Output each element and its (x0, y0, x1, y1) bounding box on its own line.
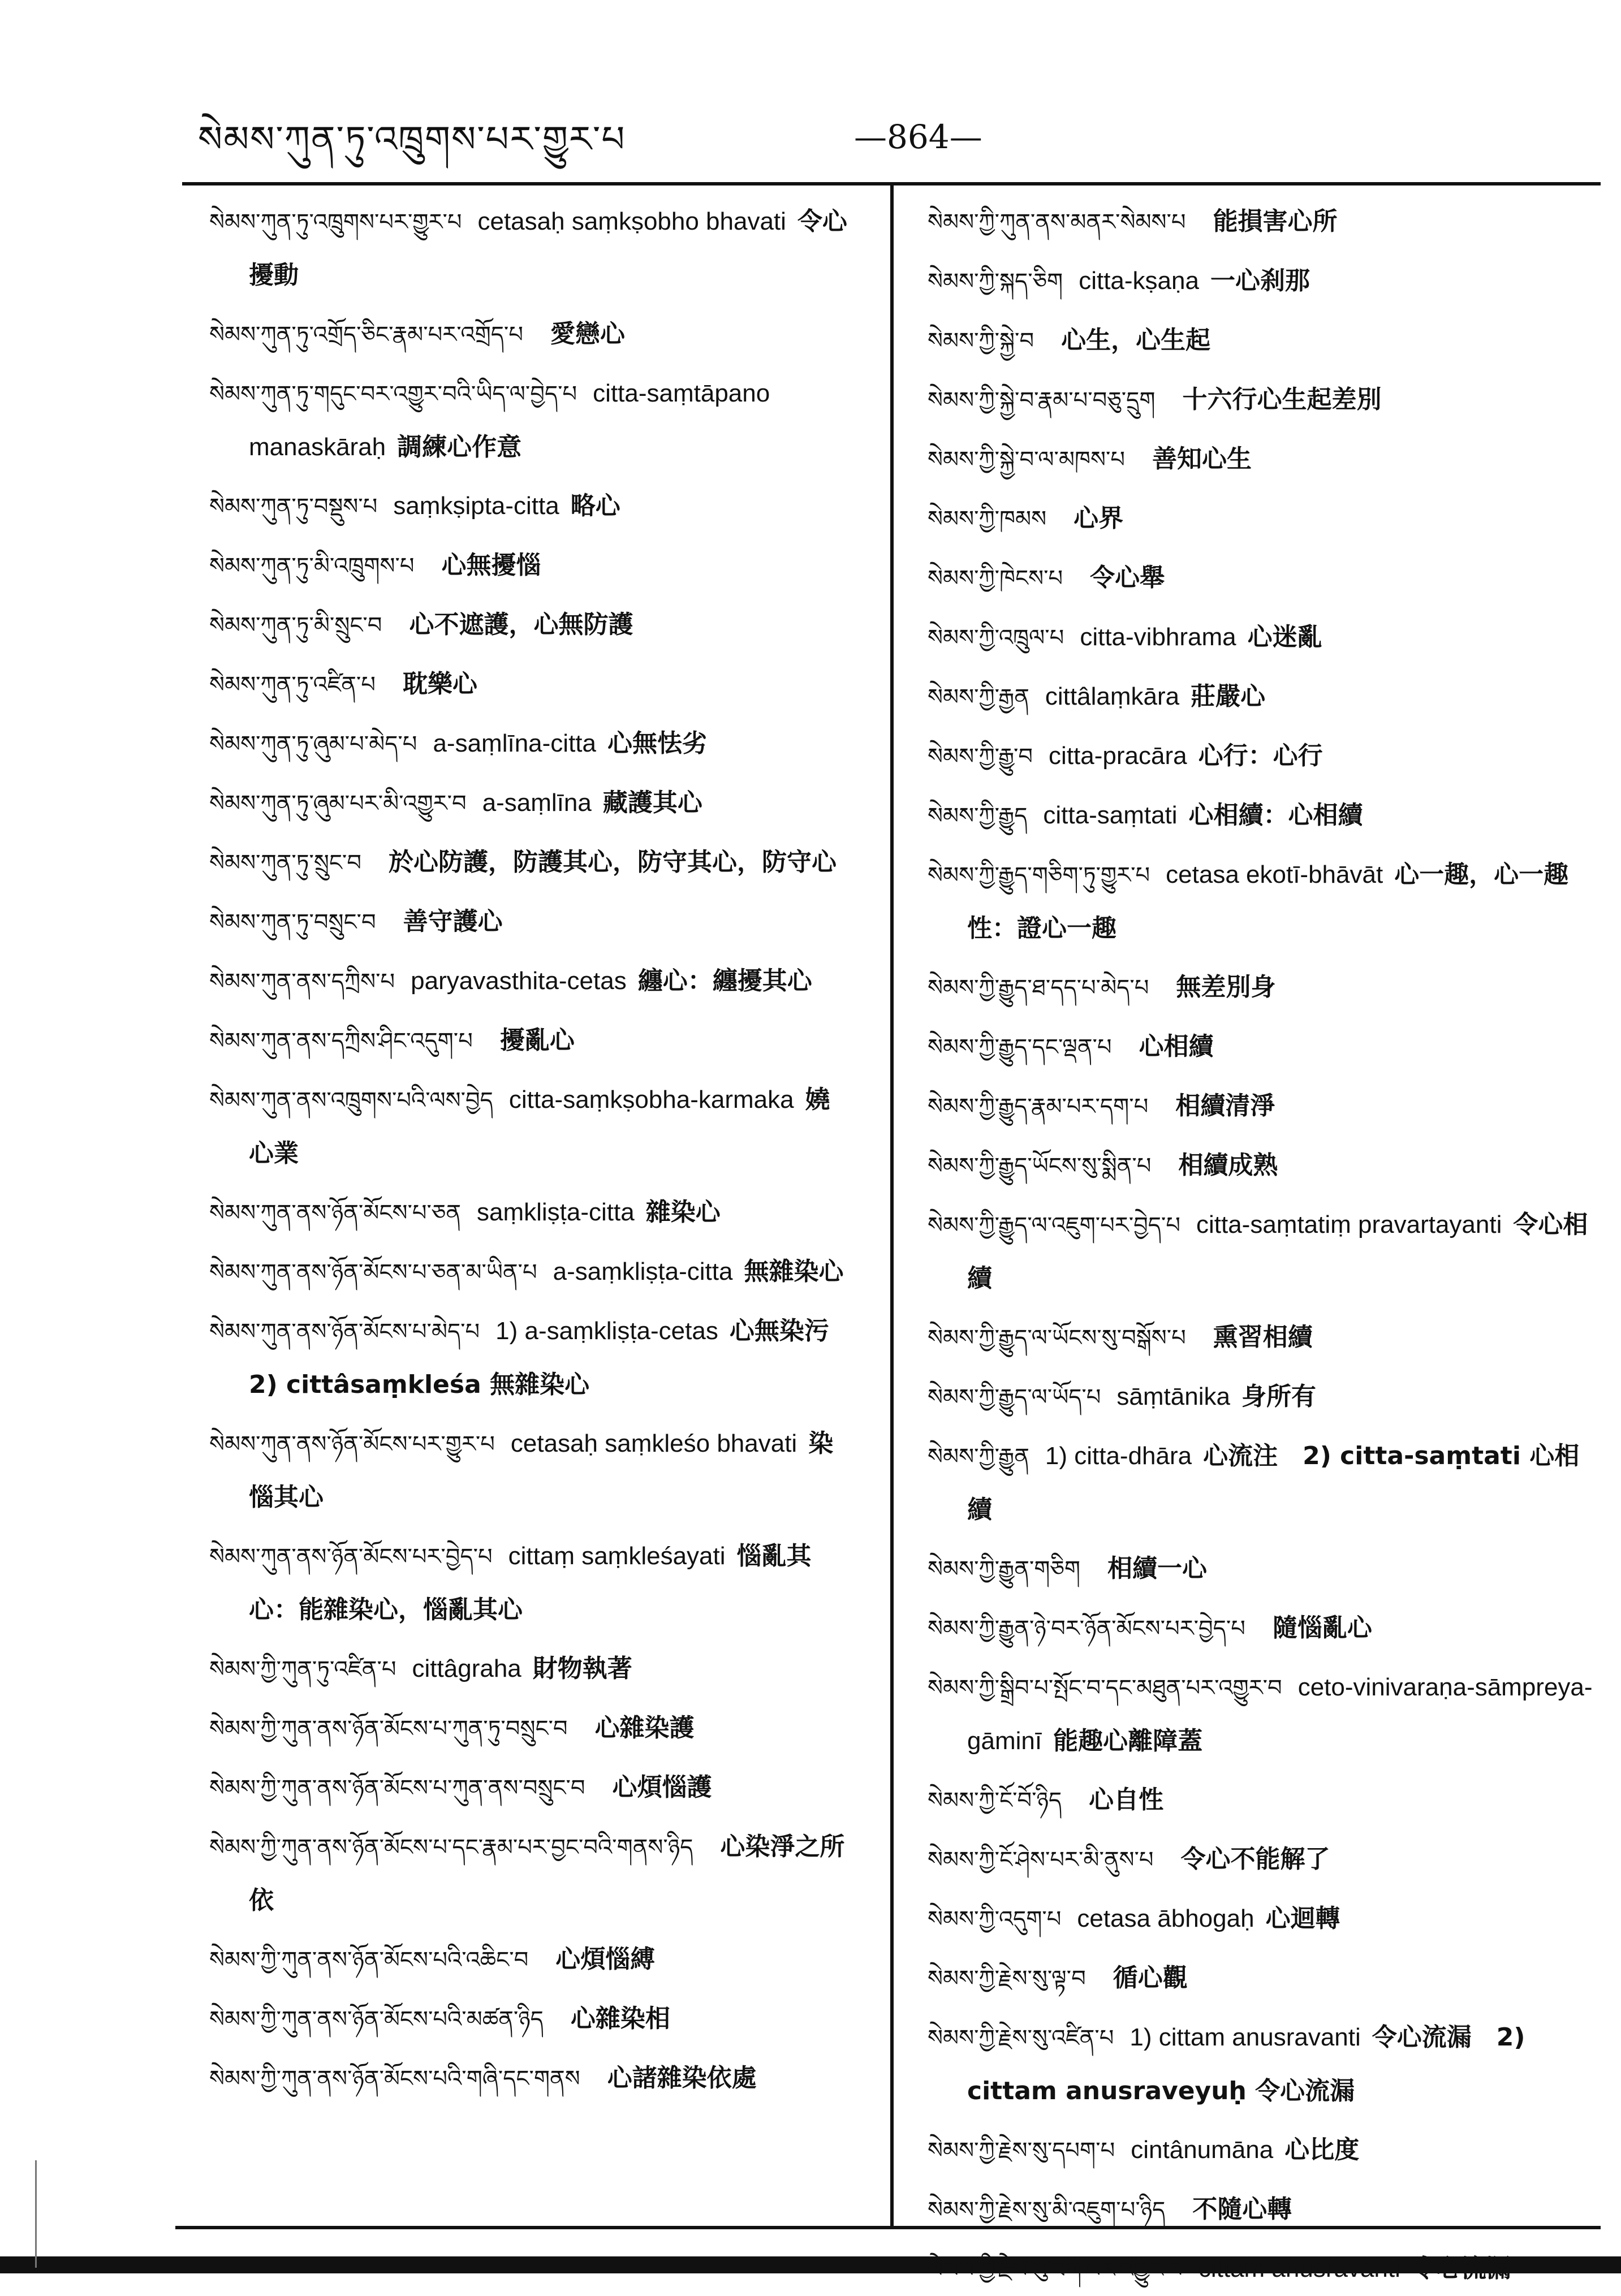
dictionary-entry (928, 611, 1595, 664)
chinese-gloss: 心相續 (1139, 1032, 1214, 1061)
chinese-gloss: 無雜染心 (744, 1257, 844, 1286)
sanskrit-equivalent: saṃkliṣṭa-citta (477, 1198, 635, 1226)
dictionary-entry (928, 1430, 1595, 1537)
sanskrit-equivalent: citta-vibhrama (1080, 623, 1236, 651)
chinese-gloss: 心雜染護 (594, 1714, 695, 1742)
sanskrit-equivalent: cittaṃ saṃkleśayati (508, 1542, 726, 1570)
chinese-gloss: 心不遮護，心無防護 (409, 610, 633, 639)
sanskrit-equivalent: saṃkṣipta-citta (393, 492, 559, 520)
dictionary-entry (209, 539, 854, 593)
tibetan-headword: སེམས་ཀྱི་ཀུན་ཏུ་འཛིན་པ (209, 1656, 396, 1682)
chinese-gloss: 善知心生 (1152, 444, 1252, 473)
sanskrit-equivalent: cintânumāna (1131, 2136, 1274, 2164)
chinese-gloss: 能趣心離障蓋 (1053, 1727, 1203, 1755)
sanskrit-equivalent: citta-saṃkṣobha-karmaka (508, 1086, 794, 1114)
chinese-gloss: 十六行心生起差別 (1182, 385, 1382, 414)
dictionary-entry (928, 314, 1595, 368)
tibetan-headword: སེམས་ཀྱི་སྐྱེ་བ་རྣམ་པ་བཅུ་དྲུག (928, 387, 1156, 413)
tibetan-headword: སེམས་ཀྱི་ཀུན་ནས་ཉོན་མོངས་པའི་མཚན་ཉིད (209, 2006, 544, 2032)
chinese-gloss: 無差別身 (1176, 973, 1276, 1002)
tibetan-headword: སེམས་ཀྱི་རྒྱུན་གཅིག (928, 1556, 1081, 1582)
dictionary-entry (928, 1370, 1595, 1424)
chinese-gloss: 心煩惱縛 (555, 1945, 656, 1974)
dictionary-entry (209, 1530, 854, 1637)
dictionary-entry (209, 1305, 854, 1412)
dictionary-entry (928, 961, 1595, 1015)
dictionary-entry (209, 480, 854, 533)
sanskrit-equivalent: citta-kṣaṇa (1079, 267, 1199, 295)
dictionary-entry (209, 1992, 854, 2046)
tibetan-headword: སེམས་ཀུན་ནས་འཁྲུགས་པའི་ལས་བྱེད (209, 1087, 493, 1114)
tibetan-headword: སེམས་ཀྱི་རྒྱུན་ཉེ་བར་ཉོན་མོངས་པར་བྱེད་པ (928, 1616, 1245, 1642)
chinese-gloss: 循心觀 (1113, 1963, 1188, 1992)
tibetan-headword: སེམས་ཀུན་ནས་ཉོན་མོངས་པ་མེད་པ (209, 1319, 480, 1345)
sanskrit-equivalent: cetasa ābhogaḥ (1077, 1905, 1254, 1932)
sanskrit-equivalent: citta-saṃtati (1043, 801, 1178, 829)
sanskrit-equivalent: a-saṃlīna-citta (433, 730, 596, 757)
dictionary-entry (928, 789, 1595, 843)
chinese-gloss: 令心流漏 2) cittam anusraveyuḥ 令心流漏 (967, 2023, 1525, 2105)
dictionary-entry (209, 1761, 854, 1815)
chinese-gloss: 調練心作意 (397, 433, 522, 461)
chinese-gloss: 心迴轉 (1265, 1904, 1340, 1933)
dictionary-entry (928, 1773, 1595, 1827)
running-head: སེམས་ཀུན་ཏུ་འཁྲུགས་པར་གྱུར་པ (198, 119, 626, 161)
sanskrit-equivalent: citta-saṃtāpano manaskāraḥ (249, 379, 770, 461)
dictionary-entry (928, 1892, 1595, 1946)
chinese-gloss: 隨惱亂心 (1272, 1613, 1372, 1642)
chinese-gloss: 染惱其心 (249, 1429, 834, 1512)
sanskrit-equivalent: paryavasthita-cetas (411, 967, 627, 995)
chinese-gloss: 心一趣，心一趣性：證心一趣 (967, 860, 1569, 943)
column-divider (890, 184, 894, 2226)
chinese-gloss: 藏護其心 (602, 788, 702, 817)
tibetan-headword: སེམས་ཀུན་ཏུ་གདུང་བར་འགྱུར་བའི་ཡིད་ལ་བྱེད་པ (209, 381, 577, 407)
dictionary-entry (928, 1020, 1595, 1074)
sanskrit-equivalent: citta-pracāra (1049, 742, 1187, 770)
sanskrit-equivalent: cittâgraha (412, 1655, 521, 1682)
chinese-gloss: 心諸雜染依處 (607, 2064, 757, 2092)
dictionary-entry (209, 1702, 854, 1755)
chinese-gloss: 相續成熟 (1178, 1151, 1278, 1180)
dictionary-entry (928, 195, 1595, 249)
chinese-gloss: 相續清淨 (1175, 1091, 1275, 1120)
right-column (928, 195, 1595, 2296)
dictionary-entry (209, 1186, 854, 1240)
dictionary-entry (928, 2011, 1595, 2118)
chinese-gloss: 相續一心 (1107, 1554, 1208, 1583)
dictionary-entry (209, 1417, 854, 1524)
dictionary-entry (209, 308, 854, 361)
dictionary-entry (928, 254, 1595, 308)
sanskrit-equivalent: cetasa ekotī-bhāvāt (1166, 861, 1383, 888)
tibetan-headword: སེམས་ཀུན་ནས་དཀྲིས་པ (209, 969, 395, 995)
tibetan-headword: སེམས་ཀྱི་རྒྱུ་བ (928, 744, 1033, 770)
tibetan-headword: སེམས་ཀུན་ཏུ་མི་འཁྲུགས་པ (209, 553, 415, 579)
dictionary-entry (209, 836, 854, 890)
dictionary-entry (209, 2052, 854, 2105)
tibetan-headword: སེམས་ཀྱི་སྐྱེ་བ (928, 328, 1034, 354)
dictionary-entry (928, 1602, 1595, 1655)
chinese-gloss: 能損害心所 (1213, 207, 1338, 236)
chinese-gloss: 耽樂心 (402, 670, 477, 698)
dictionary-entry (928, 1952, 1595, 2005)
chinese-gloss: 心迷亂 (1247, 623, 1322, 651)
tibetan-headword: སེམས་ཀུན་ཏུ་ཞུམ་པ་མེད་པ (209, 731, 417, 757)
page-number: —864— (854, 118, 982, 156)
tibetan-headword: སེམས་ཀྱི་སྒྲིབ་པ་སྤོང་བ་དང་མཐུན་པར་འགྱུར་བ (928, 1675, 1282, 1701)
chinese-gloss: 惱亂其心：能雜染心，惱亂其心 (249, 1542, 812, 1624)
chinese-gloss: 心無擾惱 (441, 551, 541, 580)
tibetan-headword: སེམས་ཀུན་ཏུ་ཞུམ་པར་མི་འགྱུར་བ (209, 791, 467, 817)
chinese-gloss: 身所有 (1241, 1382, 1316, 1411)
tibetan-headword: སེམས་ཀྱི་ཀུན་ནས་ཉོན་མོངས་པའི་འཆིང་བ (209, 1947, 529, 1973)
tibetan-headword: སེམས་ཀྱི་རྗེས་སུ་དཔག་པ (928, 2138, 1115, 2164)
dictionary-entry (928, 1198, 1595, 1305)
tibetan-headword: སེམས་ཀྱི་རྒྱུད་ལ་འཇུག་པར་བྱེད་པ (928, 1212, 1180, 1238)
chinese-gloss: 令心相續 (967, 1210, 1588, 1293)
dictionary-entry (209, 1073, 854, 1180)
tibetan-headword: སེམས་ཀྱི་འཁྲུལ་པ (928, 625, 1064, 651)
chinese-gloss: 愛戀心 (550, 320, 625, 348)
dictionary-entry (209, 1014, 854, 1068)
chinese-gloss: 善守護心 (403, 907, 503, 936)
margin-mark (35, 2160, 37, 2268)
chinese-gloss: 熏習相續 (1213, 1323, 1313, 1352)
sanskrit-equivalent: citta-saṃtatiṃ pravartayanti (1196, 1211, 1502, 1238)
chinese-gloss: 令心擾動 (249, 207, 847, 290)
dictionary-entry (928, 373, 1595, 427)
tibetan-headword: སེམས་ཀུན་ཏུ་བསྡུས་པ (209, 494, 378, 520)
sanskrit-equivalent: a-saṃkliṣṭa-citta (553, 1258, 733, 1285)
tibetan-headword: སེམས་ཀྱི་ཀུན་ནས་ཉོན་མོངས་པ་ཀུན་ནས་བསྲུང་བ (209, 1775, 585, 1801)
sanskrit-equivalent: 1) cittam anusravanti (1129, 2023, 1361, 2051)
tibetan-headword: སེམས་ཀུན་ཏུ་བསྲུང་བ (209, 909, 376, 935)
dictionary-entry (209, 717, 854, 771)
dictionary-entry (209, 1933, 854, 1987)
dictionary-entry (209, 776, 854, 830)
dictionary-entry (928, 2124, 1595, 2177)
tibetan-headword: སེམས་ཀྱི་ཀུན་ནས་ཉོན་མོངས་པ་དང་རྣམ་པར་བྱང་བའི་གནས་ཉིད (209, 1835, 693, 1861)
tibetan-headword: སེམས་ཀུན་ཏུ་སྲུང་བ (209, 850, 361, 876)
dictionary-entry (928, 1139, 1595, 1193)
dictionary-entry (928, 492, 1595, 546)
tibetan-headword: སེམས་ཀྱི་རྒྱུད་རྣམ་པར་དག་པ (928, 1094, 1149, 1120)
dictionary-entry (928, 730, 1595, 783)
chinese-gloss: 心染淨之所依 (249, 1832, 845, 1915)
tibetan-headword: སེམས་ཀུན་ཏུ་འཛིན་པ (209, 672, 376, 698)
dictionary-entry (928, 1661, 1595, 1768)
chinese-gloss: 心行：心行 (1198, 741, 1323, 770)
tibetan-headword: སེམས་ཀྱི་རྒྱུད (928, 803, 1028, 829)
chinese-gloss: 略心 (570, 491, 620, 520)
dictionary-entry (928, 1311, 1595, 1365)
tibetan-headword: སེམས་ཀུན་ཏུ་འཁྲུགས་པར་གྱུར་པ (209, 209, 462, 235)
chinese-gloss: 心比度 (1284, 2135, 1360, 2164)
sanskrit-equivalent: a-saṃlīna (482, 789, 592, 817)
sanskrit-equivalent: cittam anusravanti (1198, 2255, 1400, 2282)
tibetan-headword: སེམས་ཀུན་ནས་ཉོན་མོངས་པ་ཅན (209, 1200, 461, 1226)
dictionary-entry (209, 1245, 854, 1299)
tibetan-headword: སེམས་ཀྱི་ཀུན་ནས་ཉོན་མོངས་པའི་གཞི་དང་གནས (209, 2066, 580, 2092)
dictionary-entry (928, 551, 1595, 605)
chinese-gloss: 令心流漏 (1411, 2254, 1511, 2283)
tibetan-headword: སེམས་ཀྱི་རྒྱུད་གཅིག་ཏུ་གྱུར་པ (928, 862, 1150, 888)
tibetan-headword: སེམས་ཀྱི་རྒྱུད་ཐ་དད་པ་མེད་པ (928, 975, 1149, 1001)
tibetan-headword: སེམས་ཀྱི་ཁེངས་པ (928, 566, 1063, 592)
tibetan-headword: སེམས་ཀུན་ནས་ཉོན་མོངས་པར་བྱེད་པ (209, 1544, 493, 1570)
sanskrit-equivalent: 1) citta-dhāra (1045, 1442, 1192, 1470)
tibetan-headword: སེམས་ཀྱི་ཀུན་ནས་མནར་སེམས་པ (928, 209, 1186, 235)
dictionary-entry (928, 2183, 1595, 2237)
dictionary-entry (928, 848, 1595, 955)
chinese-gloss: 心煩惱護 (612, 1773, 712, 1802)
chinese-gloss: 心無染污 2) cittâsaṃkleśa 無雜染心 (249, 1317, 854, 1399)
dictionary-entry (928, 433, 1595, 486)
dictionary-entry (928, 1833, 1595, 1887)
tibetan-headword: སེམས་ཀྱི་ཀུན་ནས་ཉོན་མོངས་པ་ཀུན་ཏུ་བསྲུང་བ (209, 1716, 568, 1742)
tibetan-headword: སེམས་ཀྱི་རྗེས་སུ་མི་འཇུག་པ་ཉིད (928, 2197, 1166, 2223)
tibetan-headword: སེམས་ཀྱི་རྗེས་སུ་ཟག་པར་འགྱུར་བ (928, 2256, 1183, 2282)
chinese-gloss: 一心刹那 (1210, 266, 1310, 295)
chinese-gloss: 財物執著 (532, 1654, 632, 1683)
chinese-gloss: 令心舉 (1090, 563, 1165, 592)
tibetan-headword: སེམས་ཀྱི་འདུག་པ (928, 1906, 1062, 1932)
sanskrit-equivalent: 1) a-saṃkliṣṭa-cetas (495, 1317, 718, 1345)
chinese-gloss: 莊嚴心 (1191, 682, 1266, 711)
tibetan-headword: སེམས་ཀྱི་རྒྱན (928, 684, 1029, 710)
sanskrit-equivalent: ceto-vinivaraṇa-sāmpreya-gāminī (967, 1673, 1593, 1755)
sanskrit-equivalent: cetasaḥ saṃkṣobho bhavati (477, 208, 786, 235)
tibetan-headword: སེམས་ཀྱི་རྗེས་སུ་འཛིན་པ (928, 2025, 1114, 2051)
tibetan-headword: སེམས་ཀུན་ནས་དཀྲིས་ཤིང་འདུག་པ (209, 1028, 473, 1054)
chinese-gloss: 於心防護，防護其心，防守其心，防守心 (388, 848, 837, 877)
dictionary-entry (209, 1642, 854, 1696)
tibetan-headword: སེམས་ཀྱི་སྐྱེ་བ་ལ་མཁས་པ (928, 447, 1126, 473)
left-column (209, 195, 854, 2105)
tibetan-headword: སེམས་ཀྱི་རྒྱུད་ལ་ཡོངས་སུ་བསྒོས་པ (928, 1325, 1186, 1351)
dictionary-entry (928, 1080, 1595, 1133)
chinese-gloss: 心相續：心相續 (1188, 801, 1363, 830)
chinese-gloss: 令心不能解了 (1180, 1845, 1330, 1874)
chinese-gloss: 不隨心轉 (1192, 2195, 1292, 2224)
dictionary-entry (209, 195, 854, 302)
dictionary-entry (928, 2242, 1595, 2296)
tibetan-headword: སེམས་ཀྱི་རྒྱུད་དང་ལྡན་པ (928, 1034, 1112, 1060)
tibetan-headword: སེམས་ཀུན་ཏུ་འགྲོད་ཅིང་རྣམ་པར་འགྲོད་པ (209, 322, 523, 348)
tibetan-headword: སེམས་ཀྱི་རྗེས་སུ་ལྟ་བ (928, 1966, 1086, 1992)
dictionary-entry (209, 598, 854, 652)
sanskrit-equivalent: sāṃtānika (1116, 1383, 1230, 1410)
tibetan-headword: སེམས་ཀྱི་རྒྱུད་ཡོངས་སུ་སྨིན་པ (928, 1153, 1152, 1179)
sanskrit-equivalent: cetasaḥ saṃkleśo bhavati (510, 1430, 797, 1457)
sanskrit-equivalent: cittâlaṃkāra (1045, 683, 1180, 710)
dictionary-entry (209, 895, 854, 949)
chinese-gloss: 心雜染相 (570, 2004, 670, 2033)
chinese-gloss: 心生，心生起 (1061, 326, 1211, 355)
tibetan-headword: སེམས་ཀྱི་ཁམས (928, 506, 1047, 532)
tibetan-headword: སེམས་ཀྱི་ངོ་ཤེས་པར་མི་ནུས་པ (928, 1847, 1154, 1873)
tibetan-headword: སེམས་ཀྱི་སྐད་ཅིག (928, 269, 1063, 295)
chinese-gloss: 擾亂心 (499, 1026, 575, 1055)
chinese-gloss: 嬈心業 (249, 1085, 830, 1168)
tibetan-headword: སེམས་ཀྱི་ངོ་བོ་ཉིད (928, 1788, 1062, 1814)
dictionary-entry (209, 1820, 854, 1927)
dictionary-entry (209, 955, 854, 1008)
chinese-gloss: 心流注 2) citta-saṃtati 心相續 (967, 1442, 1580, 1524)
chinese-gloss: 纏心：纏擾其心 (637, 966, 812, 995)
chinese-gloss: 心界 (1074, 504, 1124, 533)
dictionary-entry (928, 1542, 1595, 1596)
chinese-gloss: 心自性 (1089, 1785, 1164, 1814)
tibetan-headword: སེམས་ཀུན་ནས་ཉོན་མོངས་པ་ཅན་མ་ཡིན་པ (209, 1259, 537, 1285)
dictionary-entry (209, 658, 854, 711)
chinese-gloss: 心無怯劣 (607, 729, 707, 758)
chinese-gloss: 雜染心 (645, 1198, 721, 1227)
tibetan-headword: སེམས་ཀུན་ཏུ་མི་སྲུང་བ (209, 612, 382, 638)
dictionary-entry (209, 367, 854, 474)
tibetan-headword: སེམས་ཀྱི་རྒྱུན (928, 1444, 1029, 1470)
dictionary-entry (928, 670, 1595, 724)
tibetan-headword: སེམས་ཀུན་ནས་ཉོན་མོངས་པར་གྱུར་པ (209, 1431, 495, 1457)
tibetan-headword: སེམས་ཀྱི་རྒྱུད་ལ་ཡོད་པ (928, 1384, 1101, 1410)
